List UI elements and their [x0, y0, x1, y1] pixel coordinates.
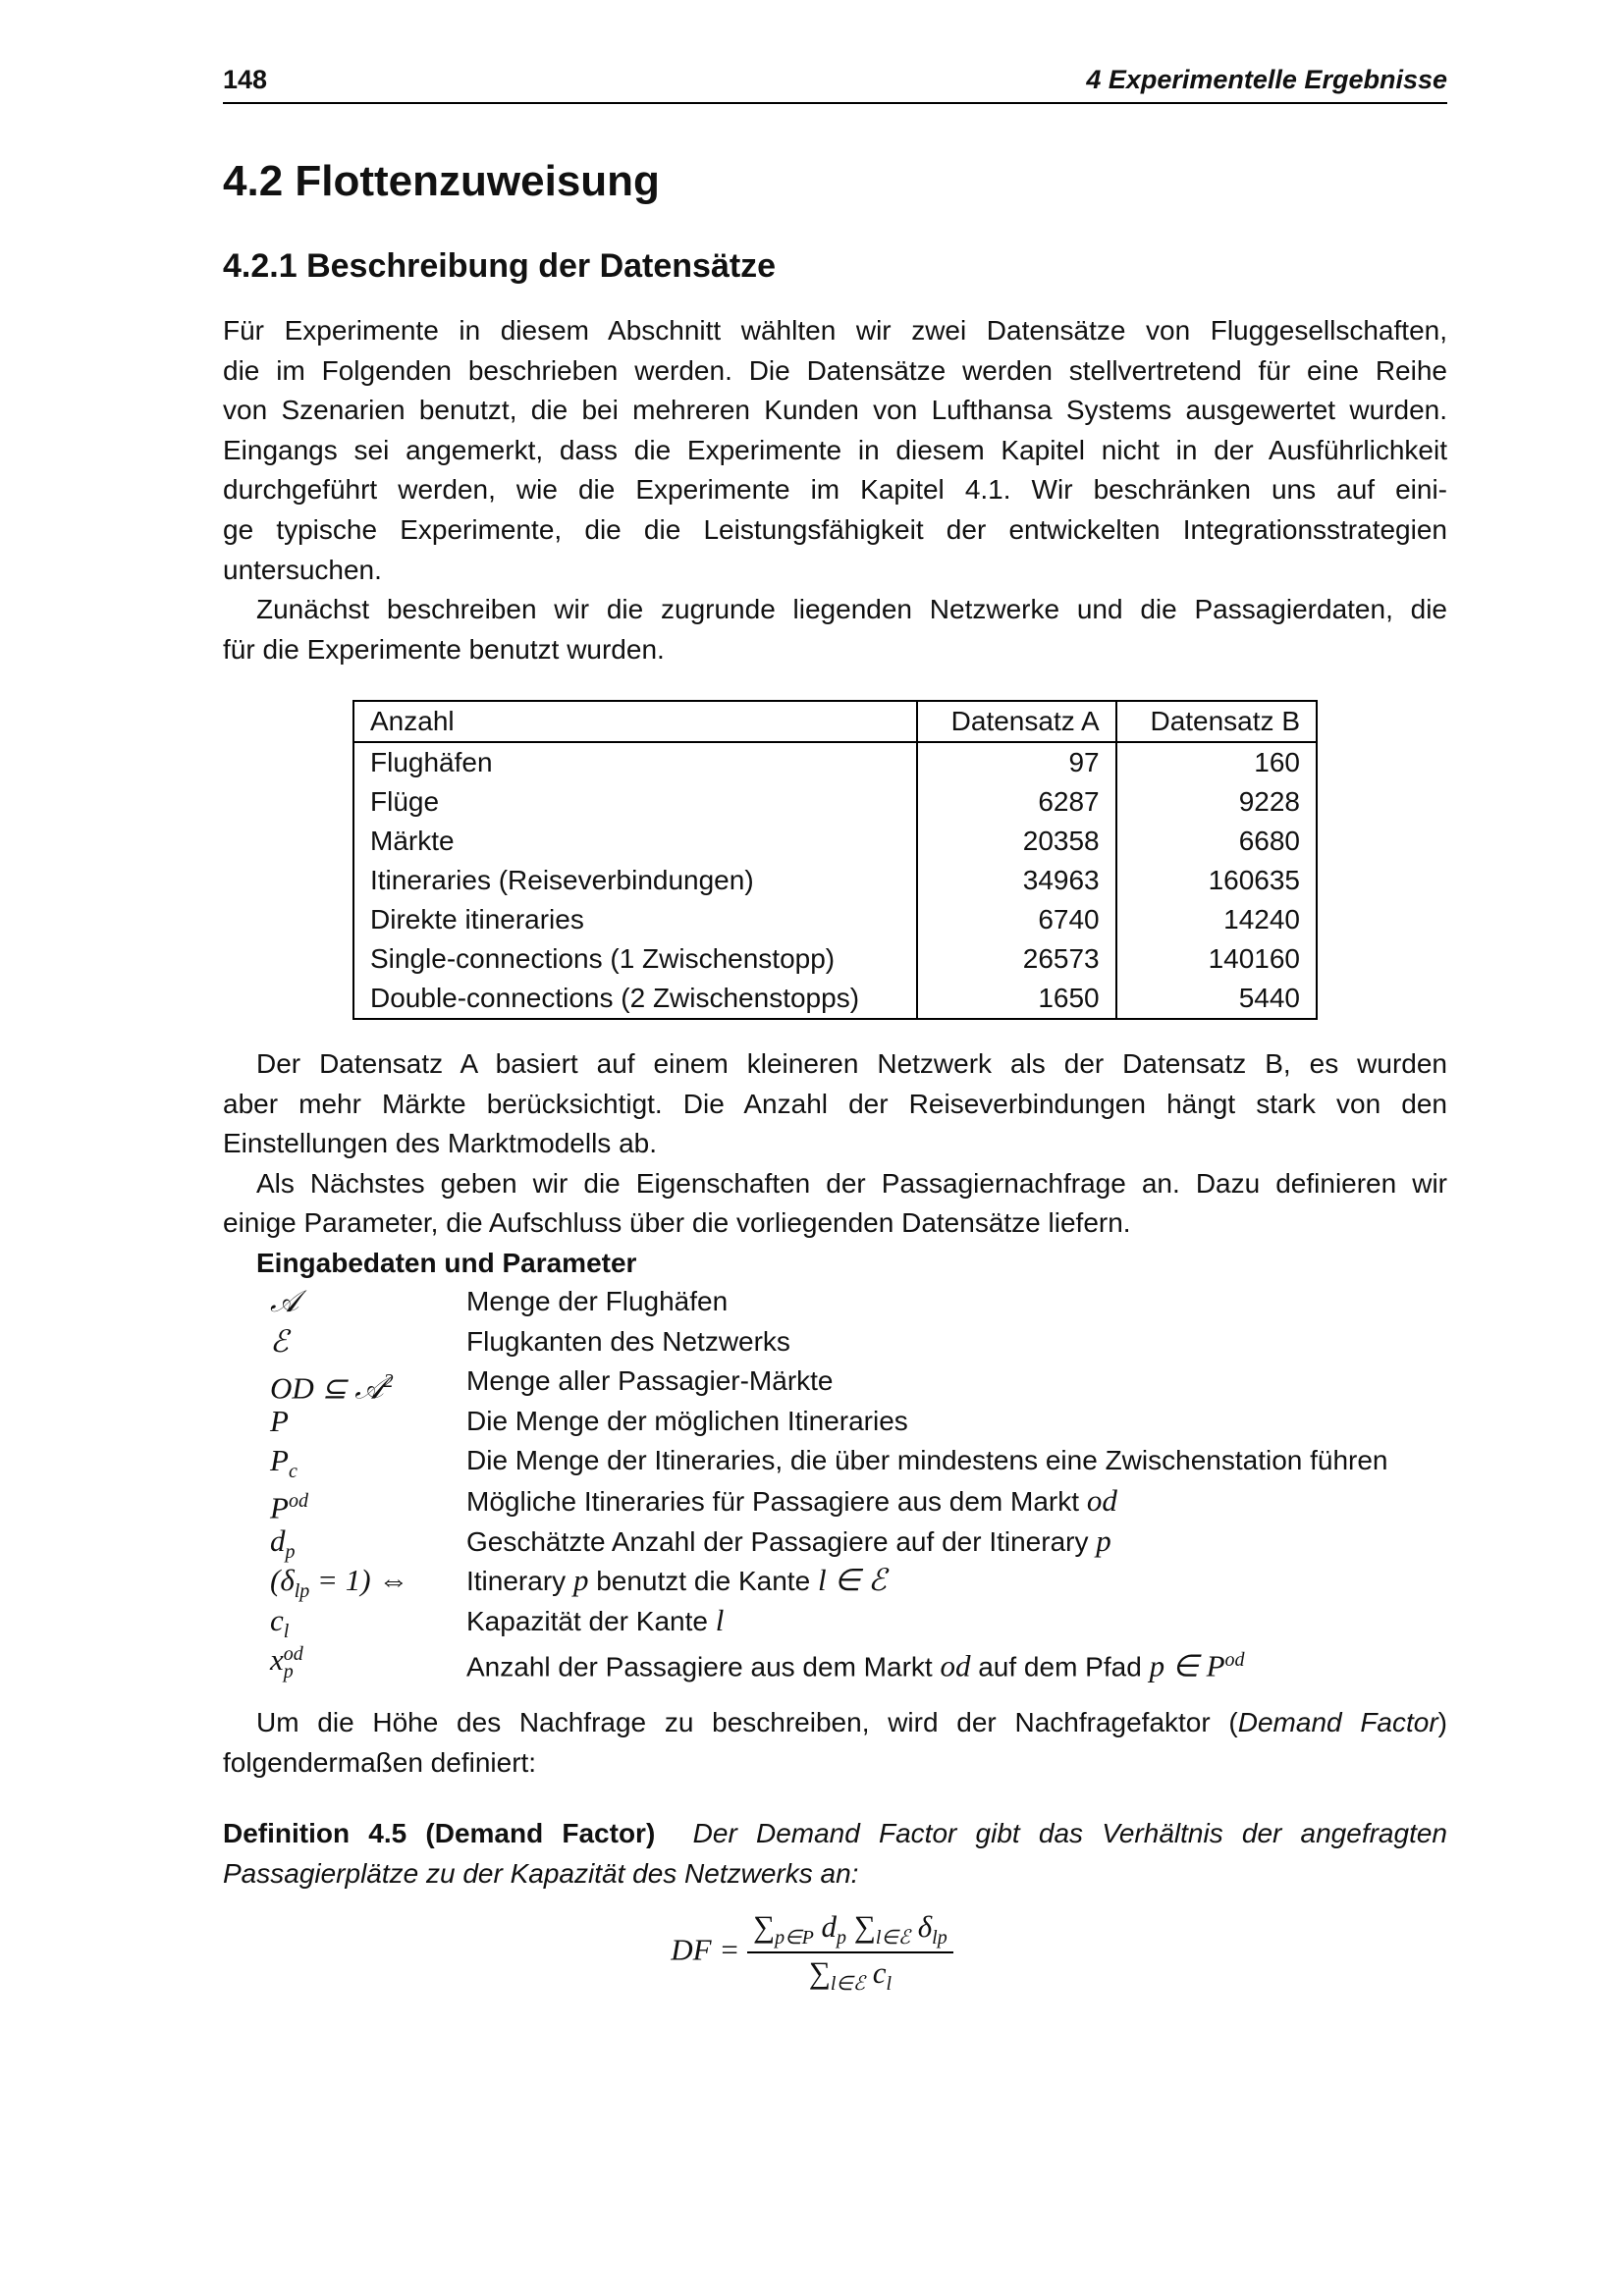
- cell: Single-connections (1 Zwischenstopp): [353, 939, 917, 979]
- symbol-sub: lp: [294, 1580, 310, 1603]
- symbol-base: x: [270, 1642, 284, 1678]
- math: p: [1096, 1522, 1111, 1558]
- denominator: [747, 1953, 953, 1996]
- symbol-base: d: [270, 1522, 286, 1558]
- sum-symbol: ∑: [753, 1909, 776, 1944]
- symbol-base: P: [270, 1443, 289, 1478]
- description-text: auf dem Pfad: [970, 1651, 1150, 1682]
- symbol-base: (δ: [270, 1563, 295, 1598]
- math: l ∈ ℰ: [817, 1563, 887, 1598]
- dataset-table: [352, 700, 1318, 1020]
- definition-label: Definition 4.5 (Demand Factor): [223, 1818, 656, 1848]
- description: [466, 1481, 1117, 1522]
- cell: 9228: [1238, 786, 1300, 817]
- cell: 14240: [1223, 904, 1300, 934]
- description-text: Mögliche Itineraries für Passagiere aus dem Markt: [466, 1485, 1087, 1517]
- sum-symbol: ∑: [846, 1909, 876, 1944]
- cell: 6287: [917, 782, 1116, 822]
- text-line: Als Nächstes geben wir die Eigenschaften der Passagiernachfrage an. Dazu definieren wir: [256, 1167, 1447, 1199]
- demand-factor-formula: [0, 1909, 1624, 1996]
- cell: 5440: [1238, 983, 1300, 1013]
- paragraph-3: [223, 1044, 1447, 1284]
- definition-text: Passagierplätze zu der Kapazität des Netzwerks an:: [223, 1857, 859, 1889]
- term: d: [813, 1909, 838, 1944]
- text: Um die Höhe des Nachfrage zu beschreiben, wird der Nachfragefaktor (: [256, 1707, 1238, 1737]
- definition-text: Der Demand Factor gibt das Verhältnis der angefragten: [692, 1818, 1447, 1848]
- description: [466, 1640, 1245, 1687]
- sub: l∈ℰ: [875, 1927, 910, 1949]
- paragraph-1: [223, 311, 1447, 669]
- cell: 6740: [917, 900, 1116, 939]
- symbol-base: P: [270, 1490, 289, 1525]
- text-line: aber mehr Märkte berücksichtigt. Die Anzahl der Reiseverbindungen hängt stark von den: [223, 1088, 1447, 1119]
- symbol: P: [270, 1403, 289, 1438]
- chapter-title: 4 Experimentelle Ergebnisse: [1086, 65, 1447, 94]
- text-line: Eingangs sei angemerkt, dass die Experimente in diesem Kapitel nicht in der Ausführlichkeit: [223, 434, 1447, 465]
- math: od: [1086, 1482, 1117, 1518]
- text-line: Der Datensatz A basiert auf einem kleineren Netzwerk als der Datensatz B, es wurden: [256, 1048, 1447, 1079]
- text-line: [223, 1814, 1447, 1854]
- column-header: Datensatz A: [917, 701, 1116, 742]
- math: p: [572, 1563, 589, 1598]
- description: Die Menge der Itineraries, die über mindestens eine Zwischenstation führen: [466, 1445, 1388, 1476]
- symbol-sup: od: [283, 1643, 303, 1666]
- cell: 160635: [1208, 865, 1300, 895]
- definition-block: [223, 1814, 1447, 1894]
- symbol: [270, 1561, 408, 1612]
- cell: 20358: [917, 822, 1116, 861]
- symbol: [270, 1640, 303, 1681]
- parameters-heading: Eingabedaten und Parameter: [256, 1247, 637, 1278]
- numerator: [747, 1909, 953, 1953]
- term: c: [864, 1955, 887, 1991]
- sum-symbol: ∑: [808, 1955, 831, 1991]
- sub: p: [837, 1927, 847, 1949]
- cell: Double-connections (2 Zwischenstopps): [353, 979, 917, 1019]
- description: Menge der Flughäfen: [466, 1286, 729, 1316]
- text-line: [223, 1854, 1447, 1895]
- section-title: 4.2 Flottenzuweisung: [223, 157, 660, 205]
- text-line: Für Experimente in diesem Abschnitt wählten wir zwei Datensätze von Fluggesellschaften,: [223, 315, 1447, 346]
- math: p ∈ P: [1149, 1648, 1225, 1683]
- cell: 1650: [917, 979, 1116, 1019]
- description-text: benutzt die Kante: [588, 1566, 818, 1597]
- subsection-title: 4.2.1 Beschreibung der Datensätze: [223, 247, 777, 285]
- formula-lhs: DF =: [671, 1932, 740, 1967]
- page-number: 148: [223, 65, 268, 94]
- text-line: ge typische Experimente, die die Leistungsfähigkeit der entwickelten Integrationsstrategien: [223, 513, 1447, 545]
- description: [466, 1522, 1111, 1563]
- symbol: ℰ: [270, 1323, 289, 1359]
- symbol-sub: p: [285, 1540, 296, 1563]
- description: [466, 1601, 724, 1642]
- text-line: Zunächst beschreiben wir die zugrunde liegenden Netzwerke und die Passagierdaten, die: [256, 594, 1447, 625]
- fraction: [747, 1909, 953, 1996]
- cell: 140160: [1208, 943, 1300, 974]
- description: Die Menge der möglichen Itineraries: [466, 1405, 908, 1436]
- term: δ: [910, 1909, 933, 1944]
- cell: 6680: [1238, 826, 1300, 856]
- symbol-rest: = 1) ⇔: [309, 1563, 409, 1598]
- text-line: [223, 1703, 1447, 1743]
- description-text: Itinerary: [466, 1566, 573, 1597]
- paragraph-5: [223, 1703, 1447, 1783]
- cell: Itineraries (Reiseverbindungen): [353, 861, 917, 900]
- table-header-row: [353, 701, 1317, 742]
- sub: p∈P: [775, 1927, 814, 1949]
- text-line: einige Parameter, die Aufschluss über die vorliegenden Datensätze liefern.: [223, 1207, 1131, 1239]
- symbol-sup: od: [288, 1489, 308, 1512]
- text-line: von Szenarien benutzt, die bei mehreren Kunden von Lufthansa Systems ausgewertet wurden.: [223, 395, 1447, 426]
- table-row: [353, 822, 1317, 861]
- text-line: durchgeführt werden, wie die Experimente im Kapitel 4.1. Wir beschränken uns auf eini-: [223, 474, 1447, 506]
- math: od: [940, 1648, 971, 1683]
- table-row: [353, 979, 1317, 1019]
- text-line: folgendermaßen definiert:: [223, 1746, 537, 1778]
- symbol: 𝒜: [270, 1284, 299, 1318]
- math: l: [715, 1602, 725, 1637]
- cell: 34963: [917, 861, 1116, 900]
- table-row: [353, 742, 1317, 782]
- text-line: untersuchen.: [223, 554, 382, 585]
- cell: Flughäfen: [353, 742, 917, 782]
- math-sup: od: [1224, 1649, 1245, 1672]
- table-row: [353, 782, 1317, 822]
- cell: Direkte itineraries: [353, 900, 917, 939]
- description-text: Kapazität der Kante: [466, 1605, 716, 1636]
- cell: 97: [917, 742, 1116, 782]
- description: [466, 1561, 887, 1602]
- description: Menge aller Passagier-Märkte: [466, 1365, 834, 1397]
- cell: 160: [1254, 747, 1300, 777]
- symbol-base: c: [270, 1602, 284, 1637]
- symbol-sub: p: [283, 1661, 294, 1683]
- sub: l∈ℰ: [830, 1973, 865, 1996]
- description-text: Geschätzte Anzahl der Passagiere auf der Itinerary: [466, 1525, 1097, 1557]
- cell: Flüge: [353, 782, 917, 822]
- sub: lp: [932, 1927, 947, 1949]
- table-row: [353, 939, 1317, 979]
- column-header: Datensatz B: [1116, 701, 1317, 742]
- description: Flugkanten des Netzwerks: [466, 1325, 790, 1357]
- cell: 26573: [917, 939, 1116, 979]
- column-header: Anzahl: [353, 701, 917, 742]
- symbol-base: OD ⊆ 𝒜: [270, 1370, 384, 1406]
- symbol-sub: l: [283, 1620, 290, 1642]
- table-row: [353, 861, 1317, 900]
- symbol-sub: c: [288, 1461, 298, 1483]
- sub: l: [886, 1973, 893, 1996]
- running-header: [223, 61, 1447, 104]
- text-line: die im Folgenden beschrieben werden. Die Datensätze werden stellvertretend für eine Reihe: [223, 354, 1447, 386]
- emphasis: Demand Factor: [1237, 1707, 1438, 1737]
- table-row: [353, 900, 1317, 939]
- cell: Märkte: [353, 822, 917, 861]
- symbol-sup: 2: [383, 1370, 394, 1393]
- description-text: Anzahl der Passagiere aus dem Markt: [466, 1651, 941, 1682]
- text: ): [1437, 1707, 1447, 1737]
- text-line: für die Experimente benutzt wurden.: [223, 633, 665, 665]
- text-line: Einstellungen des Marktmodells ab.: [223, 1128, 658, 1159]
